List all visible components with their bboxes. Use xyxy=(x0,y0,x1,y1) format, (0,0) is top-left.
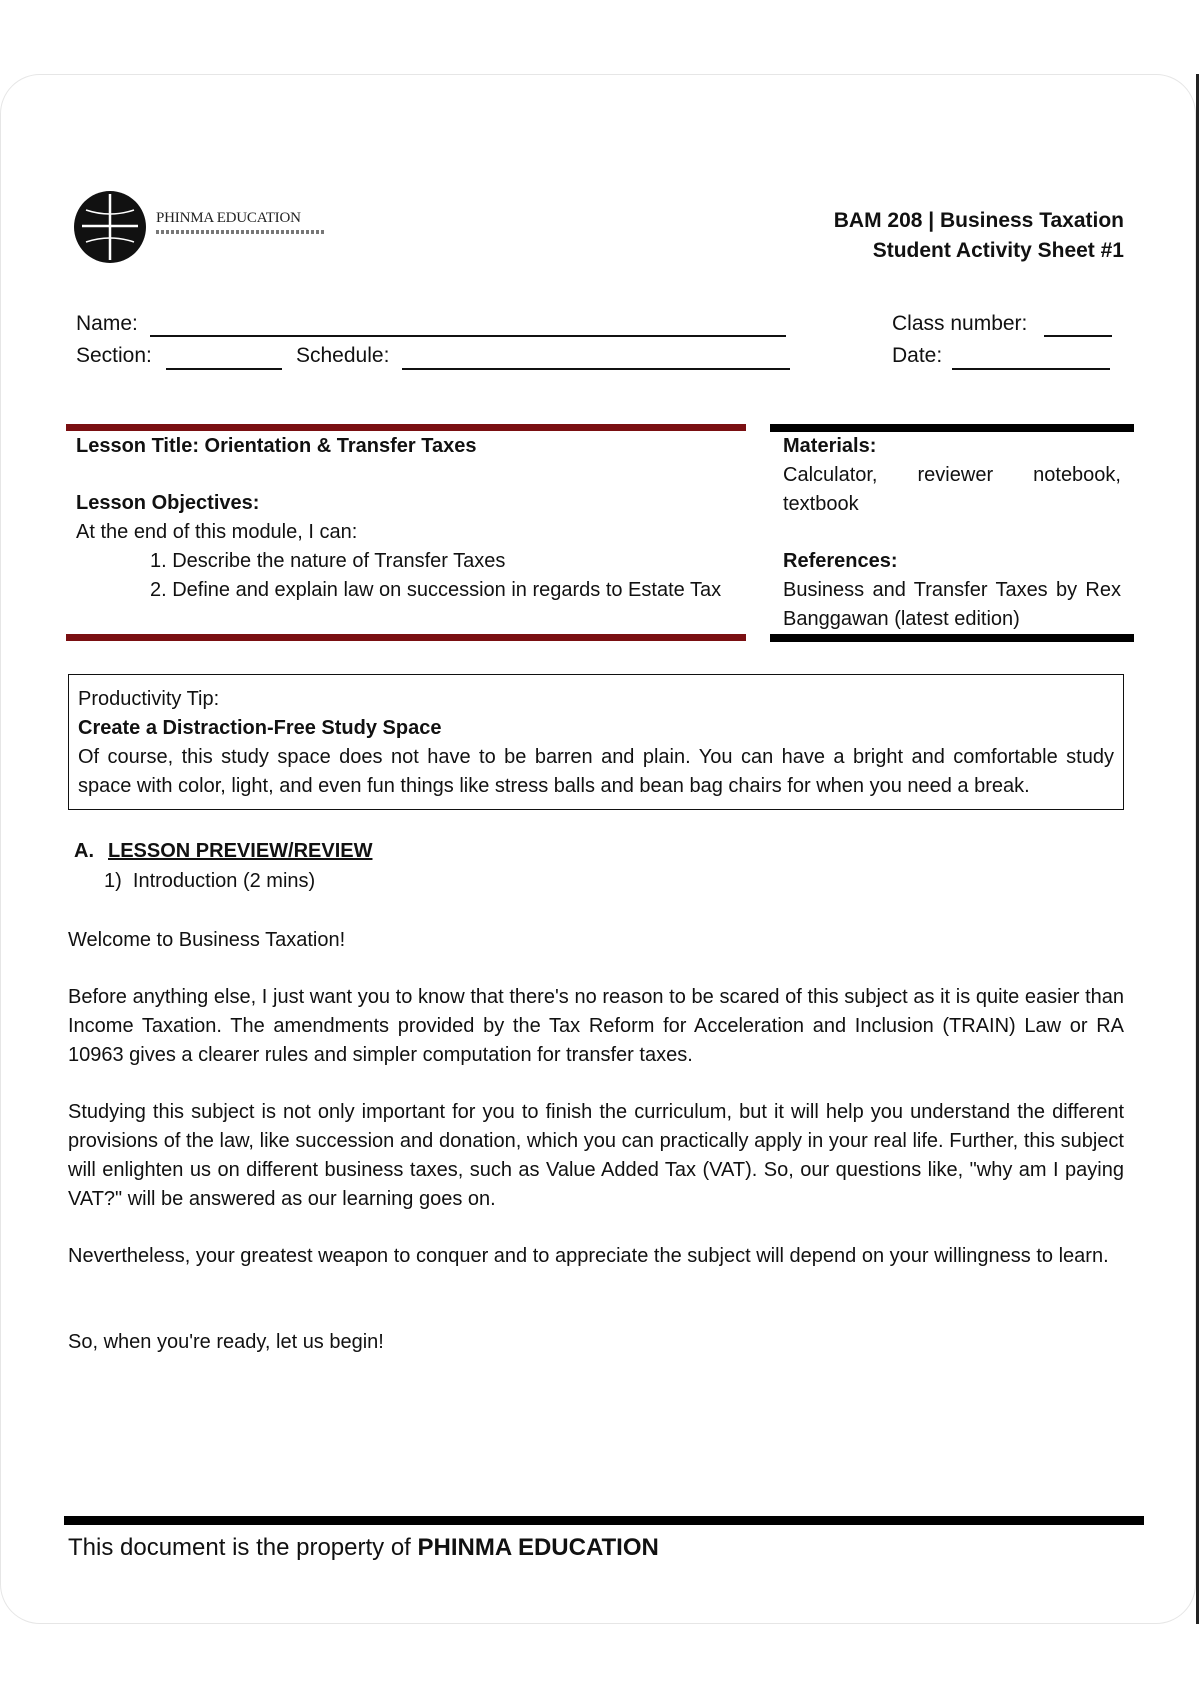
phinma-logo-icon xyxy=(72,188,148,266)
schedule-label: Schedule: xyxy=(296,344,390,367)
section-a-letter: A. xyxy=(74,840,94,862)
section-a-title: LESSON PREVIEW/REVIEW xyxy=(108,840,373,862)
paragraph-intro: Before anything else, I just want you to know that there's no reason to be scared of this subject as it is quite easier than Income Taxation. The amendments provided by the Tax Reform for Acceleration and Inclusion (TRAIN) Law or RA 10963 gives a clearer rules and simpler computation for transfer taxes. xyxy=(68,986,1124,1066)
lesson-title: Lesson Title: Orientation & Transfer Taxes xyxy=(76,435,477,457)
section-field[interactable] xyxy=(166,368,282,370)
name-field[interactable] xyxy=(150,335,786,337)
tip-label: Productivity Tip: xyxy=(78,688,220,710)
references-text: Business and Transfer Taxes by Rex Banggawan (latest edition) xyxy=(783,579,1121,630)
paragraph-begin: So, when you're ready, let us begin! xyxy=(68,1331,384,1353)
date-field[interactable] xyxy=(952,368,1110,370)
date-label: Date: xyxy=(892,344,943,367)
tip-title: Create a Distraction-Free Study Space xyxy=(78,717,442,739)
paragraph-importance: Studying this subject is not only important for you to finish the curriculum, but it will help you understand the different provisions of the law, like succession and donation, which you can practically apply in your real life. Further, this subject will enlighten us on different business taxes, such as Value Added Tax (VAT). So, our questions like, "why am I paying VAT?" will be answered as our learning goes on. xyxy=(68,1101,1124,1210)
class-number-label: Class number: xyxy=(892,312,1028,335)
lesson-objectives-intro: At the end of this module, I can: xyxy=(76,521,358,543)
objective-item: 1. Describe the nature of Transfer Taxes xyxy=(150,550,506,572)
lesson-objectives-heading: Lesson Objectives: xyxy=(76,492,260,514)
class-number-field[interactable] xyxy=(1044,335,1112,337)
references-heading: References: xyxy=(783,550,898,572)
section-a-heading xyxy=(74,840,372,863)
org-tagline xyxy=(156,230,324,234)
org-name: PHINMA EDUCATION xyxy=(156,210,301,226)
paragraph-welcome: Welcome to Business Taxation! xyxy=(68,929,346,951)
org-logo xyxy=(72,188,332,268)
materials-text: Calculator, reviewer notebook, textbook xyxy=(783,464,1121,515)
materials-top-rule xyxy=(770,424,1134,432)
course-title: BAM 208 | Business Taxation xyxy=(833,209,1124,232)
course-header xyxy=(834,206,1124,266)
footer-owner: PHINMA EDUCATION xyxy=(417,1534,659,1561)
schedule-field[interactable] xyxy=(402,368,790,370)
materials-box xyxy=(783,432,1121,634)
section-a-item: 1) Introduction (2 mins) xyxy=(104,870,316,892)
objective-item: 2. Define and explain law on succession in regards to Estate Tax xyxy=(150,579,722,601)
section-label: Section: xyxy=(76,344,152,367)
footer-rule xyxy=(64,1516,1144,1525)
paragraph-willingness: Nevertheless, your greatest weapon to conquer and to appreciate the subject will depend on your willingness to learn. xyxy=(68,1245,1109,1267)
page-edge xyxy=(1196,74,1199,1624)
productivity-tip-box xyxy=(68,674,1124,810)
tip-body: Of course, this study space does not have to be barren and plain. You can have a bright and comfortable study space with color, light, and even fun things like stress balls and bean bag chairs for when you need a break. xyxy=(78,746,1114,797)
lesson-bottom-rule xyxy=(66,634,746,641)
sheet-title: Student Activity Sheet #1 xyxy=(872,239,1124,262)
materials-heading: Materials: xyxy=(783,435,877,457)
footer-text: This document is the property of PHINMA EDUCATION xyxy=(68,1534,659,1561)
lesson-box xyxy=(76,432,741,605)
name-label: Name: xyxy=(76,312,138,335)
lesson-top-rule xyxy=(66,424,746,431)
materials-bottom-rule xyxy=(770,634,1134,642)
